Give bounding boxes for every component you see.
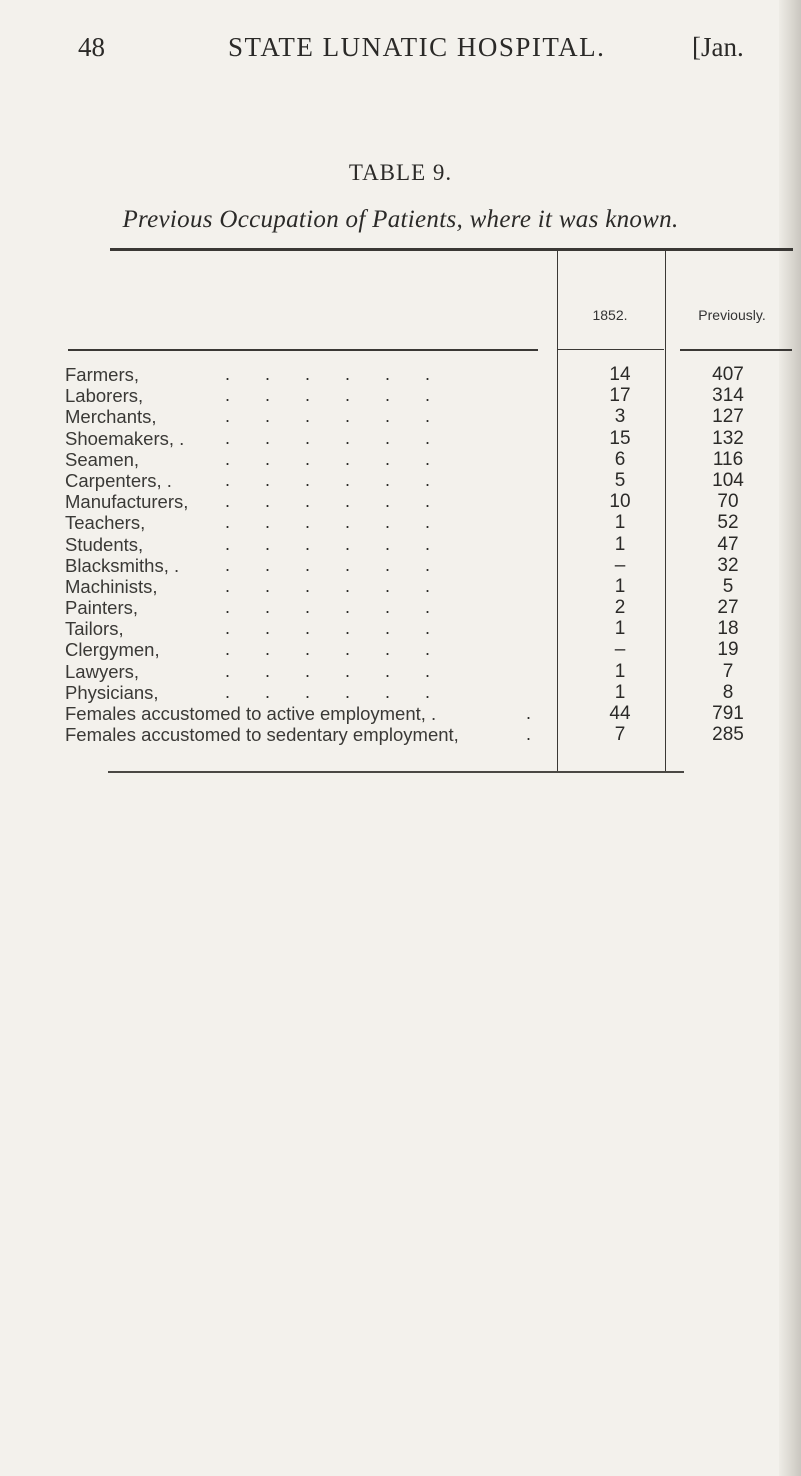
table-row (0, 364, 801, 385)
occupation-label: Students, (65, 533, 144, 555)
value-1852: 5 (614, 469, 626, 491)
table-row (0, 428, 801, 449)
value-previously: 7 (722, 660, 734, 682)
occupation-label: Females accustomed to active employment, . (65, 703, 437, 724)
leader-dots: . (526, 724, 532, 745)
occupation-label: Merchants, (65, 406, 157, 428)
value-previously: 47 (717, 533, 739, 555)
leader-dots: . . . . . . (200, 618, 431, 639)
leader-dots: . . . . . . (200, 469, 431, 490)
value-previously: 18 (717, 618, 739, 640)
occupation-label: Tailors, (65, 618, 124, 640)
value-1852: 1 (614, 575, 626, 597)
occupation-label: Blacksmiths, . (65, 554, 180, 576)
value-previously: 127 (712, 406, 744, 428)
value-1852: 17 (609, 385, 631, 407)
occupation-label: Physicians, (65, 681, 159, 703)
table-row (0, 470, 801, 491)
occupation-label: Clergymen, (65, 639, 160, 661)
table-row (0, 534, 801, 555)
value-1852: 1 (614, 618, 626, 640)
value-1852: 1 (614, 512, 626, 534)
leader-dots: . . . . . . (200, 385, 431, 406)
header-rule-mid (558, 349, 664, 350)
value-1852: 10 (609, 491, 631, 513)
value-previously: 104 (712, 469, 744, 491)
table-row (0, 555, 801, 576)
table-title: TABLE 9. (348, 160, 453, 185)
occupation-label: Seamen, (65, 448, 140, 470)
value-previously: 285 (712, 724, 744, 746)
table-subtitle: Previous Occupation of Patients, where it was known. (122, 206, 679, 233)
table-row (0, 406, 801, 427)
value-1852: – (614, 639, 626, 661)
table-row (0, 639, 801, 660)
table-row (0, 491, 801, 512)
occupation-label: Carpenters, . (65, 469, 172, 491)
value-previously: 5 (722, 575, 734, 597)
leader-dots: . . . . . . (200, 639, 431, 660)
leader-dots: . (526, 703, 532, 723)
value-1852: 1 (614, 681, 626, 703)
value-previously: 8 (722, 681, 734, 703)
leader-dots: . . . . . . (200, 575, 431, 596)
leader-dots: . . . . . . (200, 427, 431, 448)
leader-dots: . . . . . . (200, 406, 431, 427)
table-row (0, 661, 801, 682)
table-top-rule (110, 248, 793, 251)
leader-dots: . . . . . . (200, 533, 431, 554)
value-1852: 1 (614, 660, 626, 682)
section-mark: [Jan. (692, 32, 744, 62)
occupation-label: Manufacturers, (65, 491, 189, 513)
value-previously: 27 (717, 597, 739, 619)
column-header-previously: Previously. (698, 307, 766, 323)
table-row (0, 703, 801, 724)
table-row (0, 449, 801, 470)
table-body (0, 364, 801, 745)
value-previously: 314 (712, 385, 744, 407)
occupation-label: Painters, (65, 597, 139, 619)
table-row (0, 576, 801, 597)
value-previously: 132 (712, 427, 744, 449)
value-previously: 407 (712, 364, 744, 385)
leader-dots: . . . . . . (200, 491, 431, 512)
value-1852: 44 (609, 703, 631, 724)
value-previously: 791 (712, 703, 744, 724)
value-previously: 116 (712, 448, 744, 470)
table-row (0, 512, 801, 533)
occupation-label: Lawyers, (65, 660, 140, 682)
value-previously: 19 (717, 639, 739, 661)
occupation-label: Laborers, (65, 385, 144, 407)
occupation-label: Machinists, (65, 575, 158, 597)
table-bottom-rule (108, 771, 684, 773)
leader-dots: . . . . . . (200, 364, 431, 384)
page-number: 48 (78, 32, 105, 62)
leader-dots: . . . . . . (200, 681, 431, 702)
leader-dots: . . . . . . (200, 448, 431, 469)
leader-dots: . . . . . . (200, 597, 431, 618)
table-row (0, 724, 801, 745)
value-previously: 70 (717, 491, 739, 513)
leader-dots: . . . . . . (200, 554, 431, 575)
column-header-1852: 1852. (592, 307, 628, 323)
occupation-label: Farmers, (65, 364, 139, 385)
value-1852: 3 (614, 406, 626, 428)
table-row (0, 618, 801, 639)
occupation-label: Shoemakers, . (65, 427, 185, 449)
value-1852: 15 (609, 427, 631, 449)
occupation-label: Females accustomed to sedentary employment, (65, 724, 459, 746)
value-1852: 2 (614, 597, 626, 619)
value-previously: 32 (717, 554, 739, 576)
value-1852: – (614, 554, 626, 576)
header-rule-right (680, 349, 792, 351)
leader-dots: . . . . . . (200, 512, 431, 533)
running-title: STATE LUNATIC HOSPITAL. (228, 32, 606, 62)
value-1852: 14 (609, 364, 631, 385)
occupation-label: Teachers, (65, 512, 146, 534)
table-row (0, 597, 801, 618)
table-row (0, 682, 801, 703)
header-rule-left (68, 349, 538, 351)
value-1852: 1 (614, 533, 626, 555)
leader-dots: . . . . . . (200, 660, 431, 681)
running-head (0, 22, 801, 62)
table-row (0, 385, 801, 406)
value-previously: 52 (717, 512, 739, 534)
value-1852: 6 (614, 448, 626, 470)
value-1852: 7 (614, 724, 626, 746)
